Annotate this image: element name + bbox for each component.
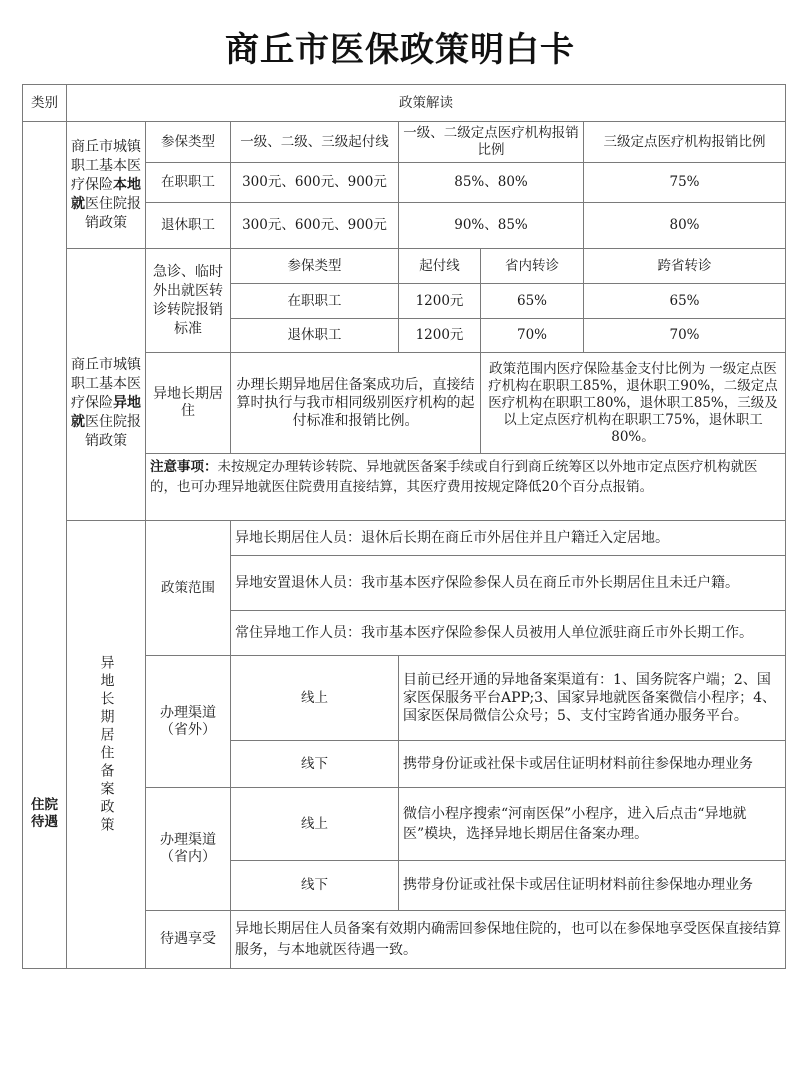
out-province-offline-label: 线下 xyxy=(230,740,399,788)
emergency-col-type: 参保类型 xyxy=(230,248,399,284)
long-term-label: 异地长期居住 xyxy=(145,352,231,454)
scope-label: 政策范围 xyxy=(145,520,231,656)
table-cell-cross-province: 65% xyxy=(583,283,786,319)
table-cell-in-province: 70% xyxy=(480,318,584,353)
table-cell-threshold: 1200元 xyxy=(398,318,481,353)
local-col-type: 参保类型 xyxy=(145,121,231,163)
table-cell-cross-province: 70% xyxy=(583,318,786,353)
out-province-label: 办理渠道（省外） xyxy=(145,655,231,788)
category-hospitalization: 住院待遇 xyxy=(22,121,67,969)
header-category: 类别 xyxy=(22,84,67,122)
in-province-online-text: 微信小程序搜索“河南医保”小程序，进入后点击“异地就医”模块，选择异地长期居住备案办理。 xyxy=(398,787,786,861)
in-province-online-label: 线上 xyxy=(230,787,399,861)
local-col-ratio12: 一级、二级定点医疗机构报销比例 xyxy=(398,121,584,163)
table-cell-in-province: 65% xyxy=(480,283,584,319)
in-province-label: 办理渠道（省内） xyxy=(145,787,231,911)
filing-policy-label: 异地长期居住备案政策 xyxy=(66,520,146,969)
table-row-type: 退休职工 xyxy=(145,202,231,249)
benefit-text: 异地长期居住人员备案有效期内确需回参保地住院的，也可以在参保地享受医保直接结算服务，与本地就医待遇一致。 xyxy=(230,910,786,969)
table-row-type: 在职职工 xyxy=(230,283,399,319)
table-row-type: 在职职工 xyxy=(145,162,231,203)
table-cell-ratio12: 85%、80% xyxy=(398,162,584,203)
table-cell-ratio3: 80% xyxy=(583,202,786,249)
in-province-offline-label: 线下 xyxy=(230,860,399,911)
local-col-threshold: 一级、二级、三级起付线 xyxy=(230,121,399,163)
table-cell-threshold: 300元、600元、900元 xyxy=(230,202,399,249)
table-cell-ratio3: 75% xyxy=(583,162,786,203)
out-province-online-text: 目前已经开通的异地备案渠道有：1、国务院客户端；2、国家医保服务平台APP;3、国家异地就医备案微信小程序；4、国家医保局微信公众号；5、支付宝跨省通办服务平台。 xyxy=(398,655,786,741)
table-cell-threshold: 300元、600元、900元 xyxy=(230,162,399,203)
long-term-desc: 办理长期异地居住备案成功后，直接结算时执行与我市相同级别医疗机构的起付标准和报销比例。 xyxy=(230,352,481,454)
scope-item: 常住异地工作人员：我市基本医疗保险参保人员被用人单位派驻商丘市外长期工作。 xyxy=(230,610,786,656)
emergency-col-cross-province: 跨省转诊 xyxy=(583,248,786,284)
table-row-type: 退休职工 xyxy=(230,318,399,353)
table-cell-threshold: 1200元 xyxy=(398,283,481,319)
scope-item: 异地长期居住人员：退休后长期在商丘市外居住并且户籍迁入定居地。 xyxy=(230,520,786,556)
local-col-ratio3: 三级定点医疗机构报销比例 xyxy=(583,121,786,163)
local-policy-label: 商丘市城镇职工基本医疗保险本地就医住院报销政策 xyxy=(66,121,146,249)
emergency-label: 急诊、临时外出就医转诊转院报销标准 xyxy=(145,248,231,353)
out-province-online-label: 线上 xyxy=(230,655,399,741)
emergency-col-threshold: 起付线 xyxy=(398,248,481,284)
header-policy: 政策解读 xyxy=(66,84,786,122)
benefit-label: 待遇享受 xyxy=(145,910,231,969)
in-province-offline-text: 携带身份证或社保卡或居住证明材料前往参保地办理业务 xyxy=(398,860,786,911)
page-title: 商丘市医保政策明白卡 xyxy=(225,30,575,70)
note-text: 注意事项：未按规定办理转诊转院、异地就医备案手续或自行到商丘统筹区以外地市定点医疗机构就医的，也可办理异地就医住院费用直接结算，其医疗费用按规定降低20个百分点报销。 xyxy=(145,453,786,521)
scope-item: 异地安置退休人员：我市基本医疗保险参保人员在商丘市外长期居住且未迁户籍。 xyxy=(230,555,786,611)
table-cell-ratio12: 90%、85% xyxy=(398,202,584,249)
remote-policy-label: 商丘市城镇职工基本医疗保险异地就医住院报销政策 xyxy=(66,248,146,521)
emergency-col-in-province: 省内转诊 xyxy=(480,248,584,284)
out-province-offline-text: 携带身份证或社保卡或居住证明材料前往参保地办理业务 xyxy=(398,740,786,788)
long-term-ratio-text: 政策范围内医疗保险基金支付比例为 一级定点医疗机构在职职工85%，退休职工90%，二级定点医疗机构在职职工80%，退休职工85%，三级及以上定点医疗机构在职职工75%，退休职工80%。 xyxy=(480,352,786,454)
